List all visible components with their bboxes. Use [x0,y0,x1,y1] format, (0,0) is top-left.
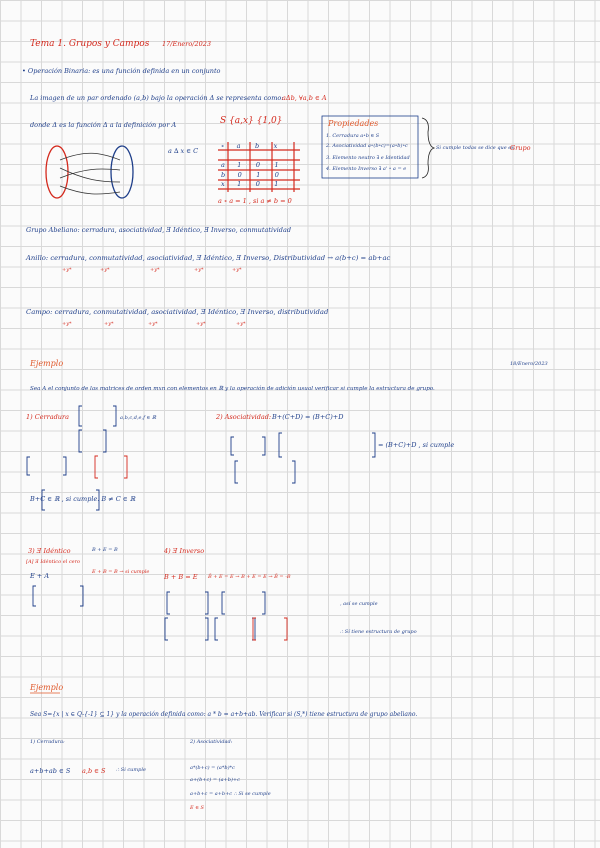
campo-op: +y* [236,321,246,327]
ejemplo1-title: Ejemplo [30,359,64,368]
table-row-2: b 0 1 0 [221,171,279,179]
propiedades-conclusion: Si cumple todas se dice que es [436,145,514,151]
campo-op: +y* [104,321,114,327]
campo-op: +y* [62,321,72,327]
ejemplo2-title: Ejemplo [30,683,64,692]
ejemplo2-asoc-line3: a+b+c = a+b+c ∴ Si se cumple [190,791,271,797]
identidad-note: [A] Ǝ Idéntico el cero [26,559,81,565]
asociatividad-label: 2) Asociatividad: [216,413,272,421]
binary-op-definition: • Operación Binaria: es una función definida en un conjunto [22,67,221,75]
grupo-label: Grupo [510,144,531,152]
ejemplo2-asociatividad-label: 2) Asociatividad: [190,739,233,745]
ejemplo2-asoc-line1: a*(b+c) = (a*b)*c [190,765,235,771]
ejemplo1-conclusion: ∴ Sí tiene estructura de grupo [340,629,417,635]
grupo-abeliano-line: Grupo Abeliano: cerradura, asociatividad, Ǝ Idéntico, Ǝ Inverso, conmutatividad [26,226,291,234]
anillo-op: +y* [62,267,72,273]
table-note: a ∘ a = 1 , si a ≠ b = 0 [218,197,292,205]
propiedad-4: 4. Elemento Inverso ∃ a' ∘ a = e [326,166,407,172]
campo-line: Campo: cerradura, conmutatividad, asociatividad, Ǝ Idéntico, Ǝ Inverso, distributividad [26,308,329,316]
ejemplo2-cerr-eq: a+b+ab ∈ S [30,767,71,775]
cerradura-condition: a,b,c,d,e,f ∈ ℝ [120,415,156,421]
ejemplo2-cerr-result: ∴ Si cumple [116,767,146,773]
binary-op-donde: donde Δ es la función Δ a la definición por A [30,121,177,129]
anillo-op: +y* [232,267,242,273]
table-row-0: ∘ a b x [221,142,278,150]
binary-op-formula: aΔb, ∀a,b ∈ A [282,94,327,102]
ejemplo1-date: 18/Enero/2023 [510,361,548,367]
propiedades-title: Propiedades [328,119,379,128]
anillo-op: +y* [150,267,160,273]
cerradura-label: 1) Cerradura [26,413,69,421]
anillo-op: +y* [194,267,204,273]
identidad-eq2: E + B = B → si cumple [92,569,150,575]
identidad-eq: B + E = B [92,547,118,553]
inverso-label: 4) Ǝ Inverso [164,547,205,555]
asociatividad-equation: B+(C+D) = (B+C)+D [272,413,344,421]
mapping-label: a ∆ x ∈ C [168,147,199,155]
ejemplo2-cerradura-label: 1) Cerradura: [30,739,65,745]
anillo-op: +y* [100,267,110,273]
inverso-cumple: , así se cumple [340,601,378,607]
asociatividad-result: = (B+C)+D , si cumple [378,441,455,449]
ejemplo2-statement: Sea S={x | x ∈ Q-{-1} ⊆ 1} y la operación definida como: a * b = a+b+ab. Verificar si (S,*) tiene estructura de grupo abeliano. [30,711,418,718]
identidad-label: 3) Ǝ Idéntico [28,547,71,555]
page-title: Tema 1. Grupos y Campos [30,39,150,49]
identidad-e: E + A [30,572,50,580]
ejemplo2-asoc-line2: a+(b+c) = (a+b)+c [190,777,240,783]
campo-op: +y* [196,321,206,327]
ejemplo2-asoc-line4: E ∈ S [190,805,204,811]
binary-op-image-text: La imagen de un par ordenado (a,b) bajo la operación Δ se representa como: [30,94,284,102]
propiedad-2: 2. Asociatividad a∘(b∘c)=(a∘b)∘c [326,143,408,149]
ejemplo2-cerr-cond: a,b ∈ S [82,767,106,775]
campo-op: +y* [148,321,158,327]
set-label: S {a,x} {1,0} [220,116,283,126]
inverso-eq: B + B = E [164,573,198,581]
header-date: 17/Enero/2023 [162,40,211,48]
inverso-chain: B̃ + E = E → B + E = E → B̃ = -B [208,574,291,580]
propiedad-1: 1. Cerradura a∘b ∈ S [326,133,380,139]
propiedad-3: 3. Elemento neutro ∃ e Identidad [326,155,410,161]
table-row-1: a 1 0 1 [221,161,279,169]
ejemplo1-statement: Sea A el conjunto de las matrices de orden mxn con elementos en ℝ y la operación de adición usual verificar si cumple la estructura de grupo. [30,386,435,392]
cerradura-result: B+C ∈ ℝ , si cumple. B ≠ C ∈ ℝ [30,495,136,503]
anillo-line: Anillo: cerradura, conmutatividad, asociatividad, Ǝ Idéntico, Ǝ Inverso, Distributividad → a(b+c) = ab+ac [26,254,391,262]
table-row-3: x 1 0 1 [221,180,279,188]
